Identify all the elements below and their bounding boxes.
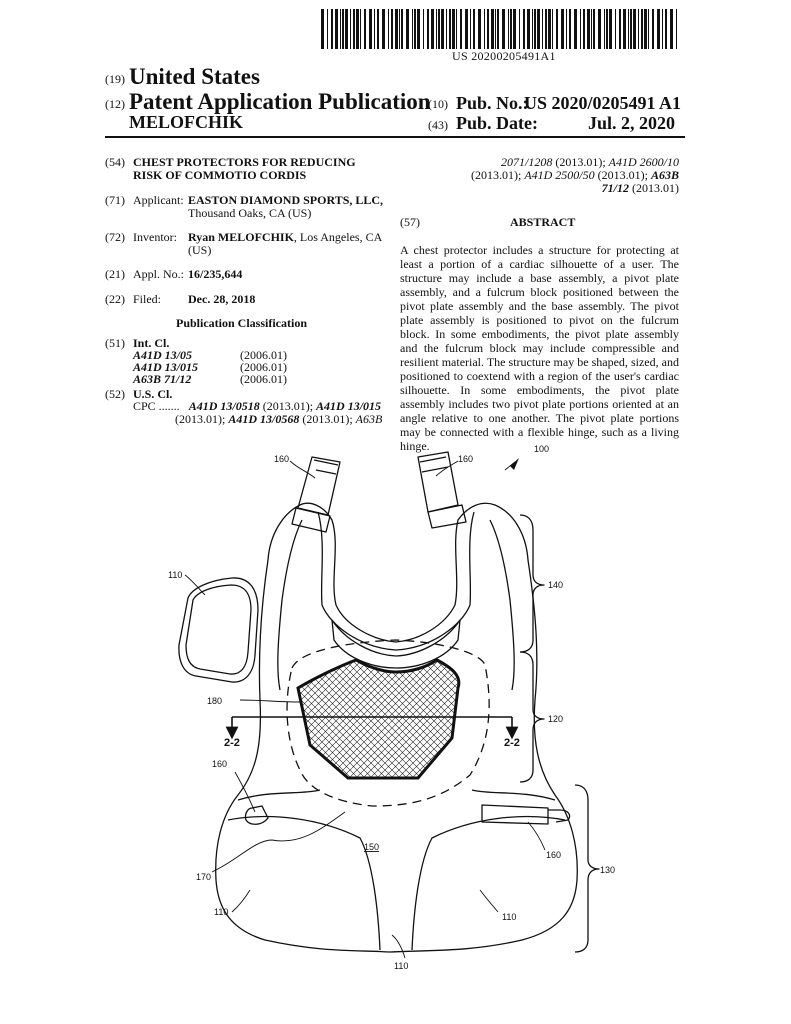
applicant-name: EASTON DIAMOND SPORTS, LLC, [188,193,384,207]
section-label-right: 2-2 [504,737,520,749]
ref-120: 120 [548,714,564,724]
cpc-code: A41D 13/0568 [228,412,300,426]
cpc-code: A41D 13/015 [316,399,382,413]
appl-no: 16/235,644 [188,267,243,281]
int-cl-code: A41D 13/015 [133,360,199,374]
ref-130: 130 [600,865,616,875]
ref-110: 110 [214,907,229,917]
cpc-date: (2013.01) [632,181,679,195]
ref-110: 110 [168,570,183,580]
int-cl-date: (2006.01) [240,372,287,386]
applicant-label: Applicant: [133,193,184,207]
inventor-name: Ryan MELOFCHIK [188,230,294,244]
cpc-date: (2013.01); [262,399,314,413]
ref-140: 140 [548,580,564,590]
pivot-plate [298,660,459,778]
cpc-code: 71/12 [601,181,629,195]
cpc-code: 2071/1208 [500,155,553,169]
country: United States [129,64,260,89]
cpc-date: (2013.01); [555,155,606,169]
title-line-2: RISK OF COMMOTIO CORDIS [133,168,307,182]
ref-180: 180 [207,696,223,706]
int-cl-label: Int. Cl. [133,336,170,350]
pub-no-label: Pub. No.: [456,93,529,113]
abstract-heading: ABSTRACT [510,215,576,229]
ref-160: 160 [458,454,474,464]
code-52: (52) [105,387,125,401]
filed-date: Dec. 28, 2018 [188,292,256,306]
code-22: (22) [105,292,125,306]
pub-date-label: Pub. Date: [456,113,538,133]
ref-150: 150 [364,842,380,852]
publication-classification-heading: Publication Classification [176,316,308,330]
inventor-country: (US) [188,243,212,257]
code-10: (10) [428,97,448,111]
ref-170: 170 [196,872,212,882]
code-51: (51) [105,336,125,350]
appl-no-label: Appl. No.: [133,267,184,281]
section-label-left: 2-2 [224,737,240,749]
side-pad [179,578,258,682]
code-57: (57) [400,215,420,229]
inventor-short: MELOFCHIK [129,112,244,132]
int-cl-date: (2006.01) [240,360,287,374]
barcode-number: US 20200205491A1 [452,49,556,63]
ref-160: 160 [212,759,228,769]
ref-100: 100 [534,444,550,454]
ref-110: 110 [394,961,409,971]
cpc-code: A41D 2600/10 [608,155,679,169]
int-cl-date: (2006.01) [240,348,287,362]
cpc-date: (2013.01); [175,412,226,426]
title-line-1: CHEST PROTECTORS FOR REDUCING [133,155,356,169]
code-21: (21) [105,267,125,281]
code-19: (19) [105,72,125,86]
cpc-code: A41D 13/0518 [188,399,260,413]
abstract-text: A chest protector includes a structure for protecting at least a portion of a cardiac silhouette of a user. The structure may include a base assembly, a pivot plate assembly, and a fulcrum block positioned between the pivot plate assembly and the base assembly. The pivot plate assembly is positioned to pivot on the fulcrum block. In some embodiments, the pivot plate assembly and the fulcrum block may include compressible and resilient material. The structure may be shaped, sized, and positioned to coextend with a region of the user's cardiac silhouette. In some embodiments, the pivot plate assembly includes two pivot plate portions oriented at an angle relative to one another. The pivot plate portions may be connected with a flexible hinge, such as a living hinge. [400,243,679,453]
cpc-code: A63B [650,168,679,182]
filed-label: Filed: [133,292,162,306]
int-cl-code: A63B 71/12 [133,372,192,386]
pub-date: Jul. 2, 2020 [588,113,676,133]
cpc-date: (2013.01); [597,168,648,182]
cpc-date: (2013.01); [470,168,522,182]
code-43: (43) [428,118,448,132]
ref-110: 110 [502,912,517,922]
code-71: (71) [105,193,125,207]
document-type: Patent Application Publication [129,89,431,114]
applicant-location: Thousand Oaks, CA (US) [188,206,312,220]
code-54: (54) [105,155,125,169]
inventor-label: Inventor: [133,230,177,244]
ref-160: 160 [546,850,562,860]
cpc-code: A41D 2500/50 [524,168,595,182]
code-12: (12) [105,97,125,111]
inventor-location: , Los Angeles, CA [293,230,383,244]
code-72: (72) [105,230,125,244]
us-cl-label: U.S. Cl. [133,387,173,401]
cpc-label: CPC ....... [133,399,180,413]
int-cl-code: A41D 13/05 [133,348,193,362]
ref-160: 160 [274,454,290,464]
cpc-date: (2013.01); [302,412,353,426]
cpc-code: A63B [355,412,383,426]
pub-no: US 2020/0205491 A1 [524,93,682,113]
